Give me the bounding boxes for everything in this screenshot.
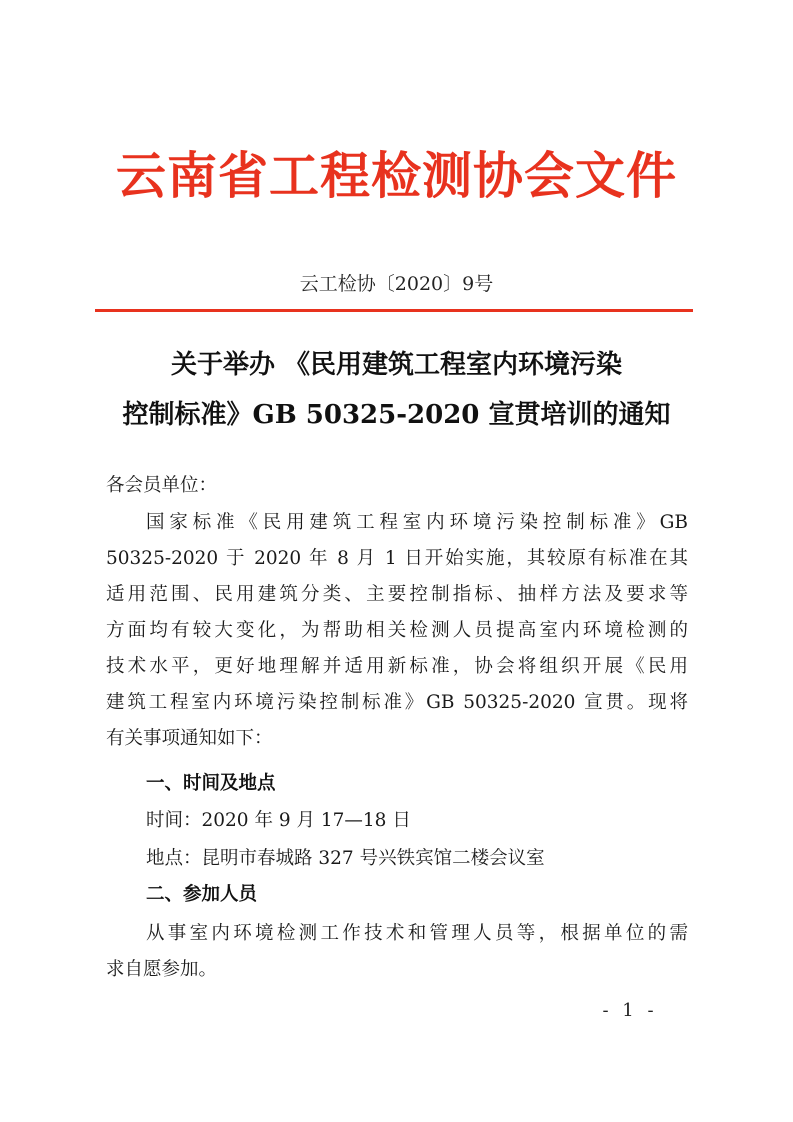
event-place: 地点：昆明市春城路 327 号兴铁宾馆二楼会议室 bbox=[146, 848, 545, 869]
document-issuer-title: 云南省工程检测协会文件 bbox=[116, 146, 677, 205]
intro-paragraph-line: 50325-2020 于 2020 年 8 月 1 日开始实施，其较原有标准在其 bbox=[106, 548, 688, 569]
participants-line: 从事室内环境检测工作技术和管理人员等，根据单位的需 bbox=[146, 923, 688, 944]
intro-paragraph-line: 国家标准《民用建筑工程室内环境污染控制标准》GB bbox=[146, 512, 688, 533]
document-number: 云工检协〔2020〕9号 bbox=[299, 273, 494, 295]
notice-title-line-1: 关于举办 《民用建筑工程室内环境污染 bbox=[170, 350, 623, 380]
intro-paragraph-line: 适用范围、民用建筑分类、主要控制指标、抽样方法及要求等 bbox=[106, 584, 688, 605]
participants-line: 求自愿参加。 bbox=[106, 959, 218, 980]
intro-paragraph-line: 方面均有较大变化，为帮助相关检测人员提高室内环境检测的 bbox=[106, 620, 688, 641]
intro-paragraph-line: 有关事项通知如下： bbox=[106, 728, 273, 749]
section-heading-time-place: 一、时间及地点 bbox=[146, 773, 276, 794]
event-time: 时间：2020 年 9 月 17—18 日 bbox=[146, 810, 411, 831]
page-number: - 1 - bbox=[602, 1000, 658, 1021]
red-divider-line bbox=[95, 309, 693, 312]
salutation: 各会员单位： bbox=[106, 475, 218, 496]
section-heading-participants: 二、参加人员 bbox=[146, 884, 258, 905]
intro-paragraph-line: 建筑工程室内环境污染控制标准》GB 50325-2020 宣贯。现将 bbox=[106, 692, 688, 713]
notice-title-line-2: 控制标准》GB 50325-2020 宣贯培训的通知 bbox=[122, 400, 671, 430]
intro-paragraph-line: 技术水平，更好地理解并适用新标准，协会将组织开展《民用 bbox=[106, 656, 688, 677]
